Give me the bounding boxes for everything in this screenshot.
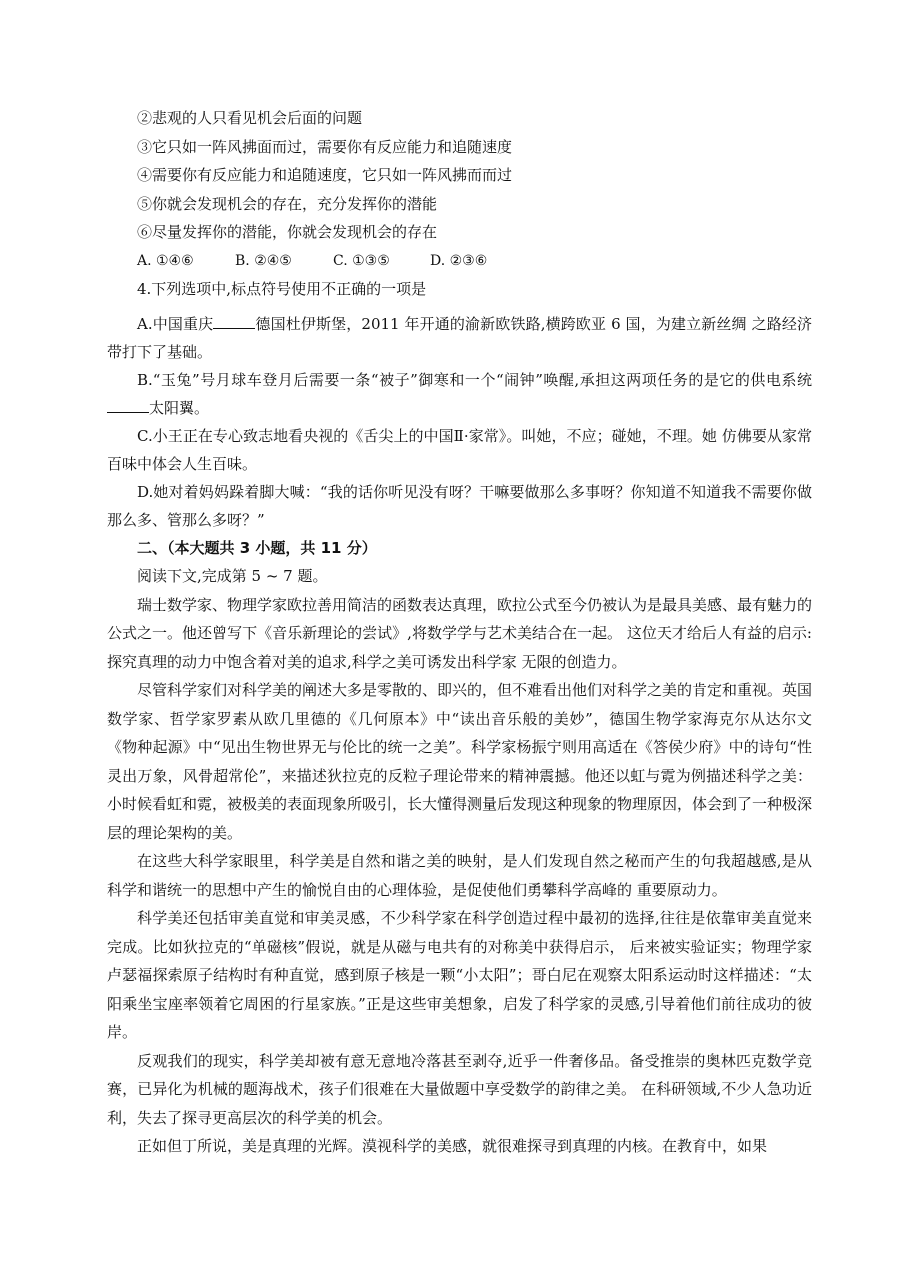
choice-d: D. ②③⑥ [430,252,488,269]
question-3-items [107,104,812,247]
q3-item-2: ②悲观的人只看见机会后面的问题 [137,109,363,127]
q4-option-b [107,366,812,422]
passage-paragraph-5: 反观我们的现实，科学美却被有意无意地冷落甚至剥夺,近乎一件奢侈品。备受推崇的奥林匹克数学竞赛，已异化为机械的题海战术，孩子们很难在大量做题中享受数学的韵律之美。 在科研领域,不少人急功近利，失去了探寻更高层次的科学美的机会。 [107,1051,812,1127]
question-3-choices [107,247,812,276]
document-page [107,104,812,1161]
q4-option-a-part1: A.中国重庆 [137,314,214,333]
choice-b: B. ②④⑤ [235,252,292,269]
question-4-options [107,310,812,534]
q4-option-b-part1: B.“玉兔”号月球车登月后需要一条“被子”御寒和一个“闹钟”唤醒,承担这两项任务的是它的供电系统 [137,370,812,389]
choice-c: C. ①③⑤ [333,252,390,269]
passage-paragraph-2: 尽管科学家们对科学美的阐述大多是零散的、即兴的，但不难看出他们对科学之美的肯定和重视。英国数学家、哲学家罗素从欧几里德的《几何原本》中“读出音乐般的美妙”，德国生物学家海克尔从达尔文《物种起源》中“见出生物世界无与伦比的统一之美”。科学家杨振宁则用高适在《答侯少府》中的诗句“性灵出万象，风骨超常伦”，来描述狄拉克的反粒子理论带来的精神震撼。他还以虹与霓为例描述科学之美：小时候看虹和霓，被极美的表面现象所吸引，长大懂得测量后发现这种现象的物理原因，体会到了一种极深层的理论架构的美。 [107,681,813,842]
q4-option-d: D.她对着妈妈跺着脚大喊：“我的话你听见没有呀？干嘛要做那么多事呀？你知道不知道我不需要你做那么多、管那么多呀？” [107,482,812,529]
question-4-stem: 4.下列选项中,标点符号使用不正确的一项是 [137,280,427,298]
q4-option-b-part2: 太阳翼。 [149,398,210,417]
q3-item-4: ④需要你有反应能力和追随速度，它只如一阵风拂而而过 [137,166,513,184]
q4-option-a [107,310,812,366]
section-2-instruction: 阅读下文,完成第 5 ~ 7 题。 [137,567,328,585]
q3-item-3: ③它只如一阵风拂面而过，需要你有反应能力和追随速度 [137,137,513,156]
section-2-heading: 二、（本大题共 3 小题，共 11 分） [137,538,377,557]
passage-paragraph-4: 科学美还包括审美直觉和审美灵感，不少科学家在科学创造过程中最初的选择,往往是依靠审美直觉来完成。比如狄拉克的“单磁核”假说，就是从磁与电共有的对称美中获得启示， 后来被实验证实；物理学家卢瑟福探索原子结构时有种直觉，感到原子核是一颗“小太阳”；哥白尼在观察太阳系运动时这样描述：“太阳乘坐宝座率领着它周困的行星家族。”正是这些审美想象，启发了科学家的灵感,引导着他们前往成功的彼岸。 [107,909,812,1041]
choice-a: A. ①④⑥ [137,252,194,269]
passage-paragraph-6: 正如但丁所说，美是真理的光辉。漠视科学的美感，就很难探寻到真理的内核。在教育中，如果 [137,1137,768,1155]
reading-passage [107,591,812,1161]
passage-paragraph-3: 在这些大科学家眼里，科学美是自然和谐之美的映射，是人们发现自然之秘而产生的句我超越感,是从科学和谐统一的思想中产生的愉悦自由的心理体验，是促使他们勇攀科学高峰的 重要原动力。 [107,852,812,899]
fill-blank [213,314,255,329]
fill-blank [107,398,149,413]
q4-option-c: C.小王正在专心致志地看央视的《舌尖上的中国Ⅱ·家常》。叫她，不应；碰她，不理。她 仿佛要从家常百味中体会人生百味。 [107,426,812,473]
passage-paragraph-1: 瑞士数学家、物理学家欧拉善用简洁的函数表达真理，欧拉公式至今仍被认为是最具美感、最有魅力的公式之一。他还曾写下《音乐新理论的尝试》,将数学学与艺术美结合在一起。 这位天才给后人有益的启示:探究真理的动力中饱含着对美的追求,科学之美可诱发出科学家 无限的创造力。 [107,595,813,671]
q3-item-5: ⑤你就会发现机会的存在，充分发挥你的潜能 [137,194,438,213]
q4-option-a-part2: 德国杜伊斯堡，2011 年开通的渝新欧铁路,横跨欧亚 6 国，为建立新丝绸 之路经济带打下了基础。 [107,314,812,361]
q3-item-6: ⑥尽量发挥你的潜能，你就会发现机会的存在 [137,223,438,241]
